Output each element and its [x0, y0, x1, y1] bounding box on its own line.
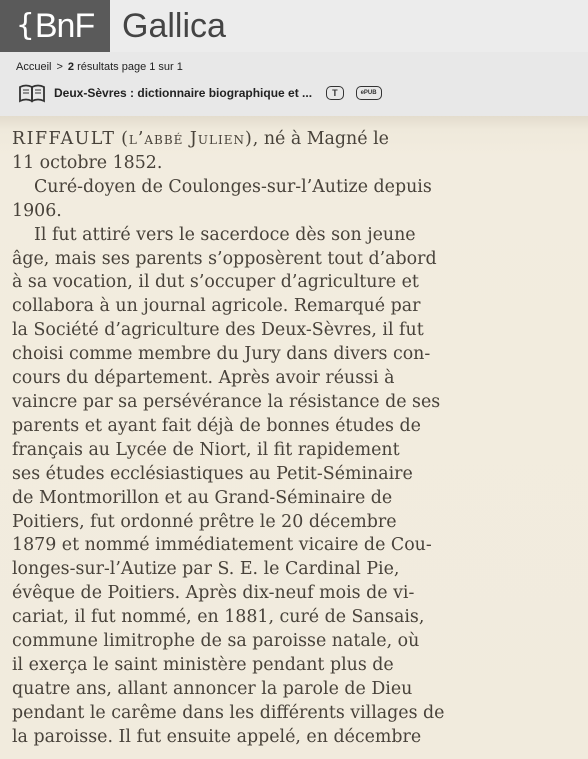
navigation-bar: [0, 52, 588, 116]
scan-line: à sa vocation, il dut s’occuper d’agriculture et: [12, 272, 419, 293]
document-title[interactable]: Deux-Sèvres : dictionnaire biographique et ...: [54, 86, 313, 100]
scan-line: il exerça le saint ministère pendant plus de: [12, 654, 394, 675]
scan-line: choisi comme membre du Jury dans divers con-: [12, 344, 431, 365]
document-page-scan: [0, 116, 588, 759]
book-icon: [18, 83, 46, 103]
scan-line: la Société d’agriculture des Deux-Sèvres, il fut: [12, 320, 424, 341]
scan-line: commune limitrophe de sa paroisse natale, où: [12, 631, 420, 652]
scan-line: 1906.: [12, 200, 62, 221]
logo-brace: {: [15, 8, 34, 43]
entry-name: RIFFAULT: [12, 129, 116, 149]
logo-text: BnF: [34, 7, 95, 45]
scan-line: longes-sur-l’Autize par S. E. le Cardinal Pie,: [12, 559, 400, 580]
text-mode-icon[interactable]: T: [326, 86, 344, 100]
scan-line: parents et ayant fait déjà de bonnes études de: [12, 415, 421, 436]
scan-text: [12, 128, 574, 750]
breadcrumb: [16, 61, 183, 73]
bnf-logo[interactable]: [0, 0, 110, 52]
entry-given-name: (l’abbé Julien): [121, 129, 253, 149]
results-link[interactable]: [68, 61, 183, 73]
results-text: résultats page 1 sur 1: [77, 61, 183, 73]
scan-line: français au Lycée de Niort, il fit rapidement: [12, 439, 400, 460]
scan-line: Poitiers, fut ordonné prêtre le 20 décembre: [12, 511, 397, 532]
scan-line: la paroisse. Il fut ensuite appelé, en décembre: [12, 726, 422, 747]
scan-line: collabora à un journal agricole. Remarqué par: [12, 296, 421, 317]
breadcrumb-home-link[interactable]: Accueil: [16, 61, 52, 73]
scan-line: cours du département. Après avoir réussi à: [12, 368, 395, 389]
document-row: [18, 82, 382, 104]
scan-line: évêque de Poitiers. Après dix-neuf mois de vi-: [12, 583, 415, 604]
scan-line: pendant le carême dans les différents villages de: [12, 702, 445, 723]
gallica-brand[interactable]: Gallica: [110, 0, 588, 52]
gallica-header: [0, 0, 588, 52]
scan-line: 1879 et nommé immédiatement vicaire de Cou-: [12, 535, 432, 556]
scan-line: 11 octobre 1852.: [12, 152, 163, 173]
scan-line: Il fut attiré vers le sacerdoce dès son jeune: [34, 224, 416, 245]
scan-line: quatre ans, allant annoncer la parole de Dieu: [12, 678, 413, 699]
scan-line: vaincre par sa persévérance la résistance de ses: [12, 391, 441, 412]
scan-line: Curé-doyen de Coulonges-sur-l’Autize depuis: [34, 176, 432, 197]
scan-line: de Montmorillon et au Grand-Séminaire de: [12, 487, 393, 508]
scan-line-first: [12, 128, 574, 152]
breadcrumb-separator: >: [56, 61, 63, 73]
scan-line: , né à Magné le: [252, 129, 389, 149]
scan-line: ses études ecclésiastiques au Petit-Séminaire: [12, 463, 413, 484]
results-count: 2: [67, 61, 75, 73]
epub-icon[interactable]: ePUB: [356, 86, 382, 100]
scan-line: âge, mais ses parents s’opposèrent tout d’abord: [12, 248, 437, 269]
scan-line: cariat, il fut nommé, en 1881, curé de Sansais,: [12, 607, 425, 628]
